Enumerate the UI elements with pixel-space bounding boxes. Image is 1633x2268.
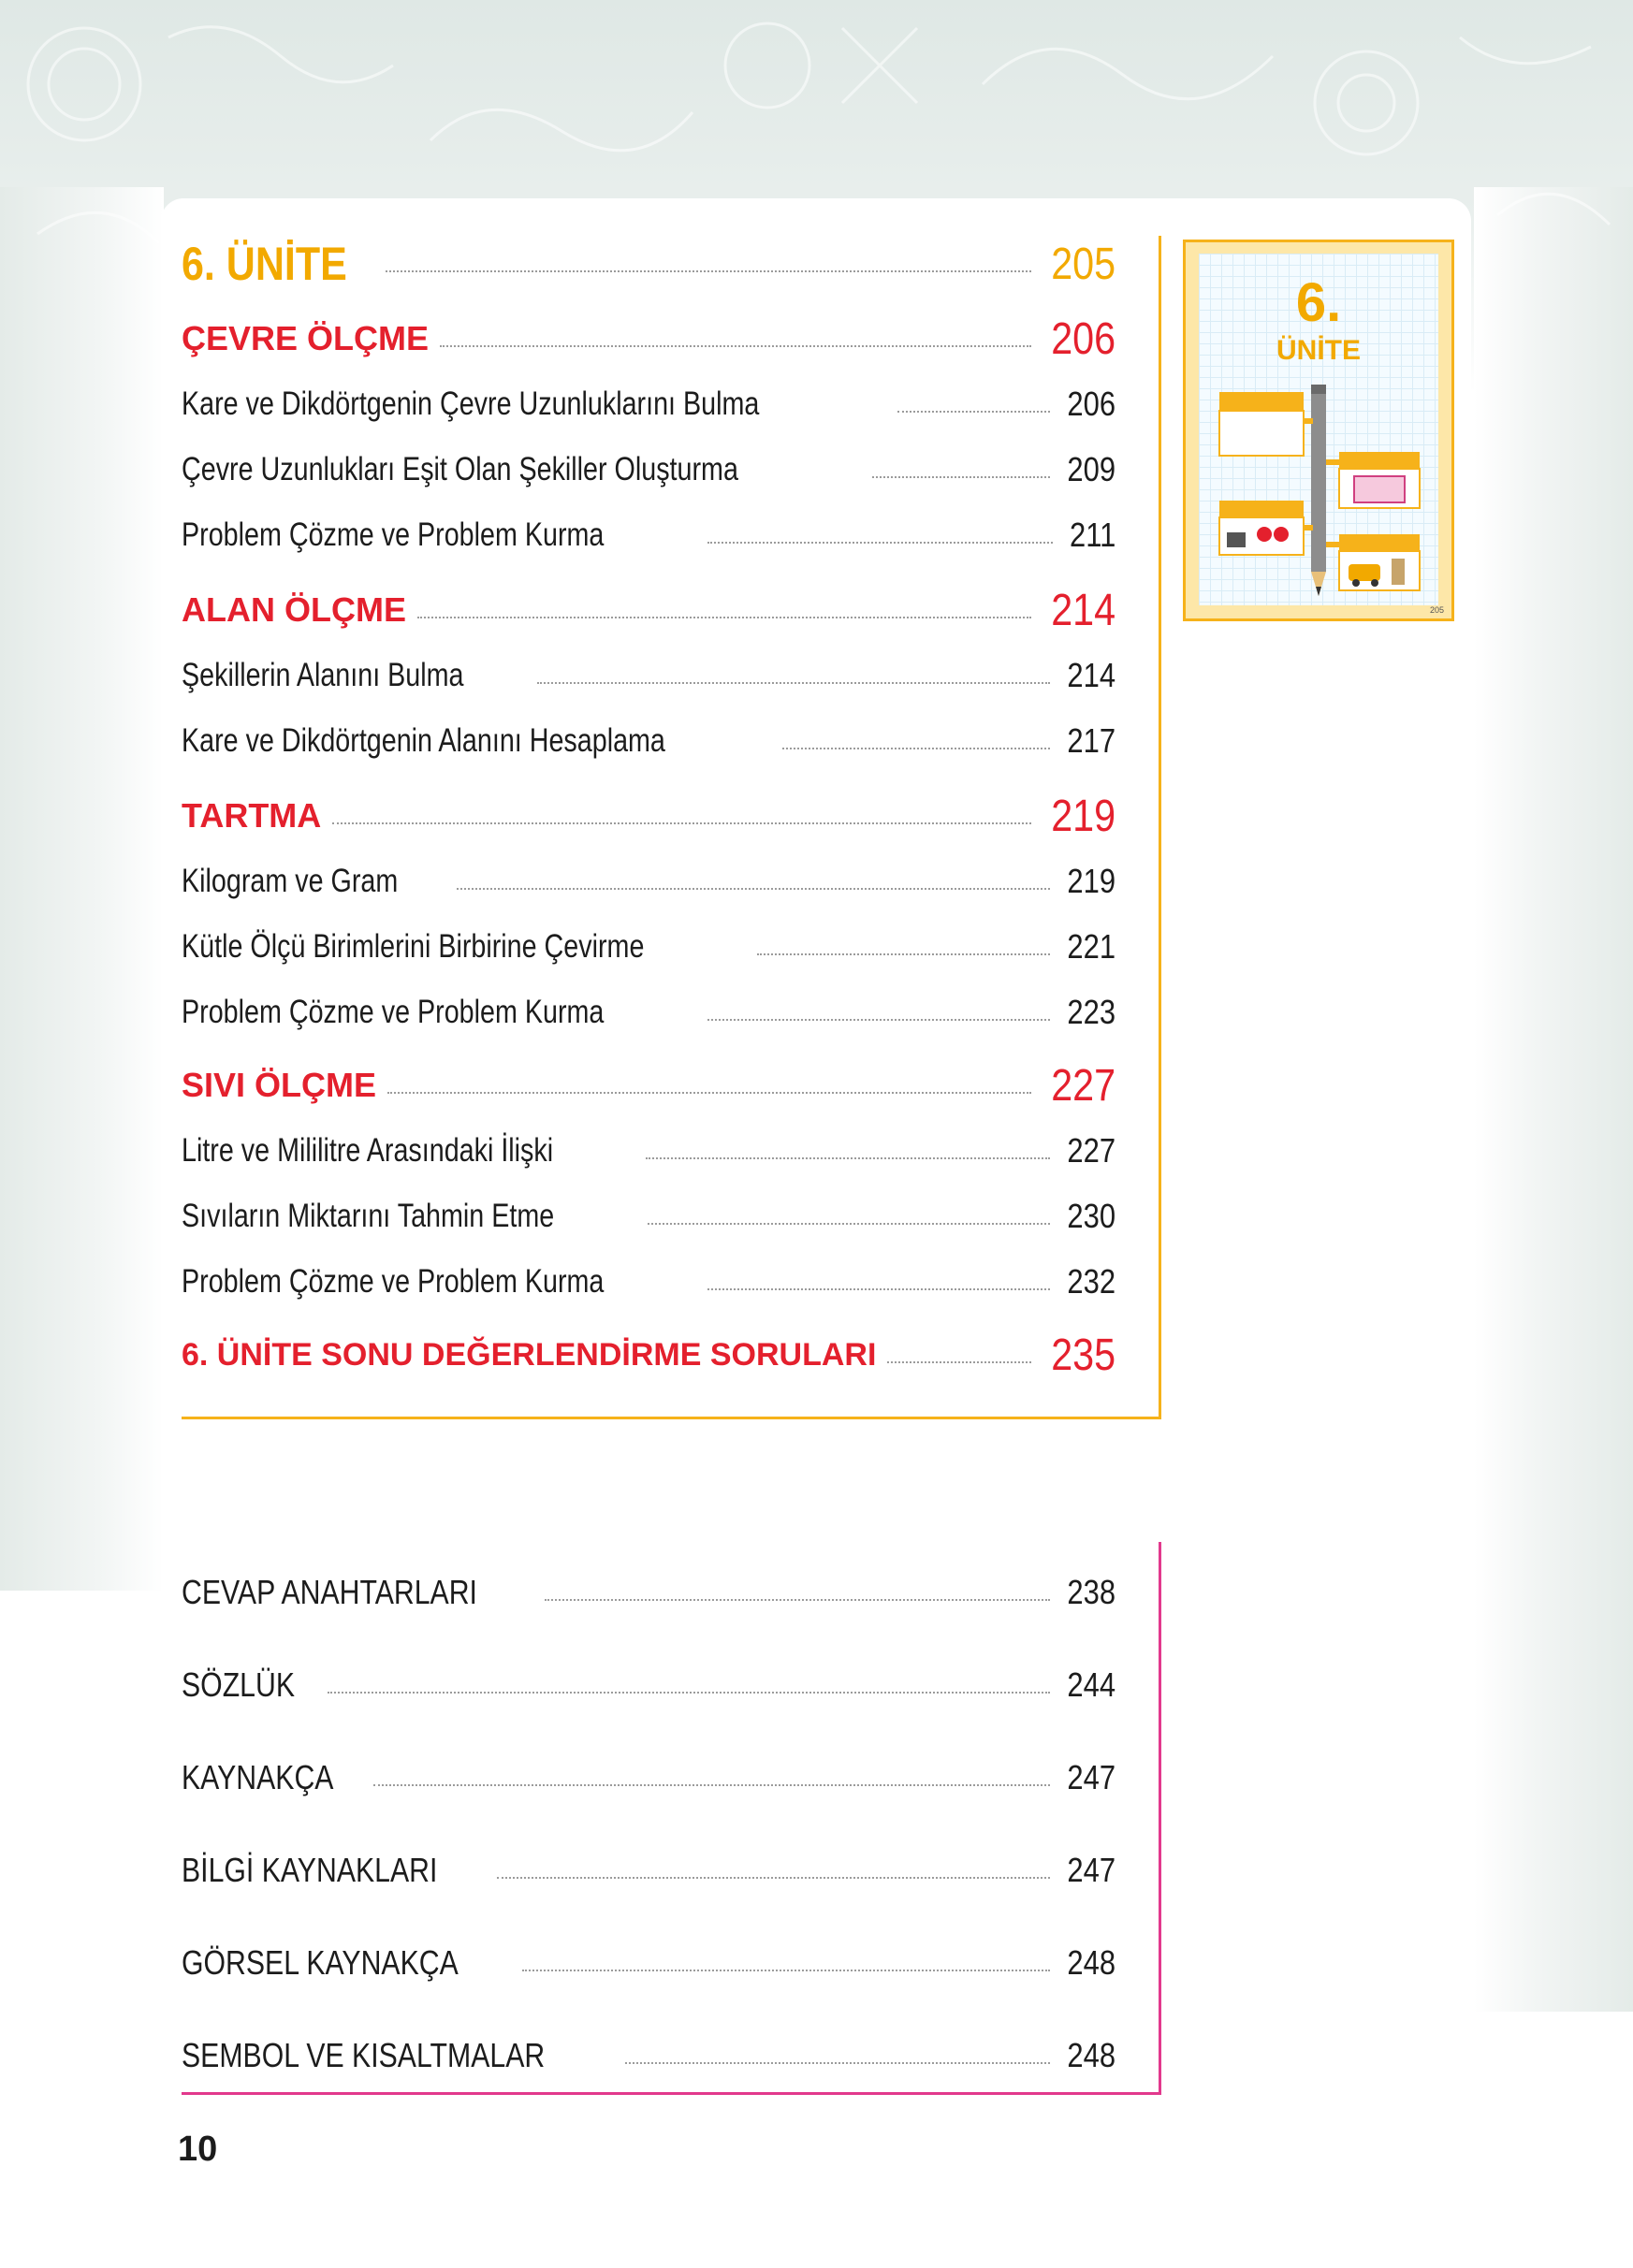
toc-entry-page: 217: [1067, 721, 1115, 760]
unit-cover-pencil-timeline-icon: [1199, 254, 1438, 605]
toc-entry[interactable]: [182, 2028, 1115, 2084]
toc-entry-page: 232: [1067, 1262, 1115, 1301]
toc-entry[interactable]: [182, 442, 1115, 498]
toc-entry-page: 219: [1067, 862, 1115, 900]
toc-entry[interactable]: [182, 1750, 1115, 1806]
toc-entry-label: Sıvıların Miktarını Tahmin Etme: [182, 1198, 555, 1234]
toc-entry[interactable]: [182, 1254, 1115, 1310]
dot-leader: [897, 411, 1050, 413]
dot-leader: [545, 1599, 1050, 1601]
dot-leader: [782, 748, 1050, 749]
toc-entry-label: SIVI ÖLÇME: [182, 1066, 377, 1104]
dot-leader: [332, 822, 1031, 824]
background-left: [0, 187, 164, 1591]
toc-entry-label: TARTMA: [182, 796, 322, 835]
toc-entry-label: Şekillerin Alanını Bulma: [182, 657, 464, 693]
toc-entry-page: 248: [1067, 1943, 1115, 1982]
toc-entry-label: Çevre Uzunlukları Eşit Olan Şekiller Oluşturma: [182, 451, 738, 487]
toc-entry-label: GÖRSEL KAYNAKÇA: [182, 1943, 459, 1982]
dot-leader: [707, 1288, 1049, 1290]
background-right: [1474, 187, 1633, 2012]
toc-entry[interactable]: [182, 647, 1115, 704]
toc-entry[interactable]: [182, 1188, 1115, 1244]
toc-evaluation-heading[interactable]: [182, 1327, 1115, 1383]
toc-entry-label: ALAN ÖLÇME: [182, 590, 406, 629]
toc-entry-label: Problem Çözme ve Problem Kurma: [182, 1263, 605, 1300]
toc-entry-label: ÇEVRE ÖLÇME: [182, 319, 430, 357]
toc-entry[interactable]: [182, 1842, 1115, 1898]
toc-entry-page: 219: [1051, 791, 1115, 841]
toc-entry-label: BİLGİ KAYNAKLARI: [182, 1851, 438, 1889]
toc-entry-page: 211: [1069, 516, 1115, 554]
toc-entry-label: Kare ve Dikdörtgenin Alanını Hesaplama: [182, 722, 665, 759]
toc-entry[interactable]: [182, 376, 1115, 432]
toc-entry-page: 214: [1051, 585, 1115, 635]
toc-entry[interactable]: [182, 1935, 1115, 1991]
page-number: 10: [178, 2130, 218, 2169]
toc-entry-page: 235: [1051, 1330, 1115, 1380]
toc-entry-page: 209: [1067, 450, 1115, 488]
toc-entry-label: 6. ÜNİTE: [182, 238, 347, 290]
dot-leader: [625, 2062, 1050, 2064]
toc-entry-page: 230: [1067, 1197, 1115, 1235]
toc-entry-label: KAYNAKÇA: [182, 1758, 334, 1796]
toc-entry-label: Kilogram ve Gram: [182, 863, 399, 899]
toc-entry-label: SEMBOL VE KISALTMALAR: [182, 2036, 546, 2074]
dot-leader: [757, 953, 1050, 955]
dot-leader: [707, 542, 1052, 544]
toc-entry-label: Problem Çözme ve Problem Kurma: [182, 516, 605, 553]
toc-entry-page: 244: [1067, 1665, 1115, 1704]
thumbnail-label: ÜNİTE: [1276, 335, 1361, 366]
toc-entry-page: 214: [1067, 656, 1115, 694]
toc-entry-page: 248: [1067, 2036, 1115, 2074]
toc-entry-label: SÖZLÜK: [182, 1665, 295, 1704]
toc-entry-label: Problem Çözme ve Problem Kurma: [182, 994, 605, 1030]
toc-entry-label: CEVAP ANAHTARLARI: [182, 1573, 477, 1611]
toc-unit-heading[interactable]: [182, 236, 1115, 292]
dot-leader: [887, 1361, 1031, 1363]
dot-leader: [646, 1157, 1050, 1159]
dot-leader: [872, 476, 1050, 478]
toc-entry-page: 227: [1067, 1131, 1115, 1170]
toc-entry[interactable]: [182, 1657, 1115, 1713]
thumbnail-number: 6.: [1295, 272, 1342, 333]
thumbnail-page-number: 205: [1429, 605, 1444, 615]
dot-leader: [373, 1784, 1050, 1786]
toc-entry[interactable]: [182, 1564, 1115, 1621]
toc-entry-label: Kare ve Dikdörtgenin Çevre Uzunluklarını Bulma: [182, 385, 760, 422]
toc-section-heading[interactable]: [182, 311, 1115, 367]
dot-leader: [648, 1223, 1050, 1225]
toc-entry-page: 238: [1067, 1573, 1115, 1611]
dot-leader: [497, 1877, 1049, 1879]
toc-entry-label: Litre ve Mililitre Arasındaki İlişki: [182, 1132, 554, 1169]
dot-leader: [522, 1970, 1050, 1971]
toc-section-heading[interactable]: [182, 582, 1115, 638]
toc-entry[interactable]: [182, 853, 1115, 909]
toc-entry[interactable]: [182, 507, 1115, 563]
dot-leader: [387, 1092, 1031, 1094]
toc-entry-page: 206: [1051, 313, 1115, 364]
toc-section-heading[interactable]: [182, 1057, 1115, 1113]
toc-entry-label: Kütle Ölçü Birimlerini Birbirine Çevirme: [182, 928, 645, 965]
unit-toc-box: [182, 236, 1161, 1419]
dot-leader: [328, 1692, 1050, 1694]
dot-leader: [440, 345, 1031, 347]
toc-entry-page: 206: [1067, 385, 1115, 423]
toc-entry-page: 223: [1067, 993, 1115, 1031]
toc-entry[interactable]: [182, 984, 1115, 1040]
dot-leader: [386, 270, 1031, 272]
toc-entry[interactable]: [182, 1123, 1115, 1179]
unit-cover-thumbnail[interactable]: [1183, 240, 1454, 621]
back-matter-toc-box: [182, 1542, 1161, 2095]
toc-entry-label: 6. ÜNİTE SONU DEĞERLENDİRME SORULARI: [182, 1336, 877, 1373]
toc-entry-page: 227: [1051, 1060, 1115, 1111]
dot-leader: [457, 888, 1050, 890]
dot-leader: [417, 617, 1031, 618]
toc-entry-page: 247: [1067, 1758, 1115, 1796]
toc-entry-page: 221: [1067, 927, 1115, 966]
toc-entry-page: 205: [1051, 239, 1115, 289]
toc-entry-page: 247: [1067, 1851, 1115, 1889]
toc-entry[interactable]: [182, 713, 1115, 769]
dot-leader: [537, 682, 1050, 684]
thumbnail-page: [1199, 254, 1438, 605]
toc-section-heading[interactable]: [182, 788, 1115, 844]
dot-leader: [707, 1019, 1049, 1021]
toc-entry[interactable]: [182, 919, 1115, 975]
